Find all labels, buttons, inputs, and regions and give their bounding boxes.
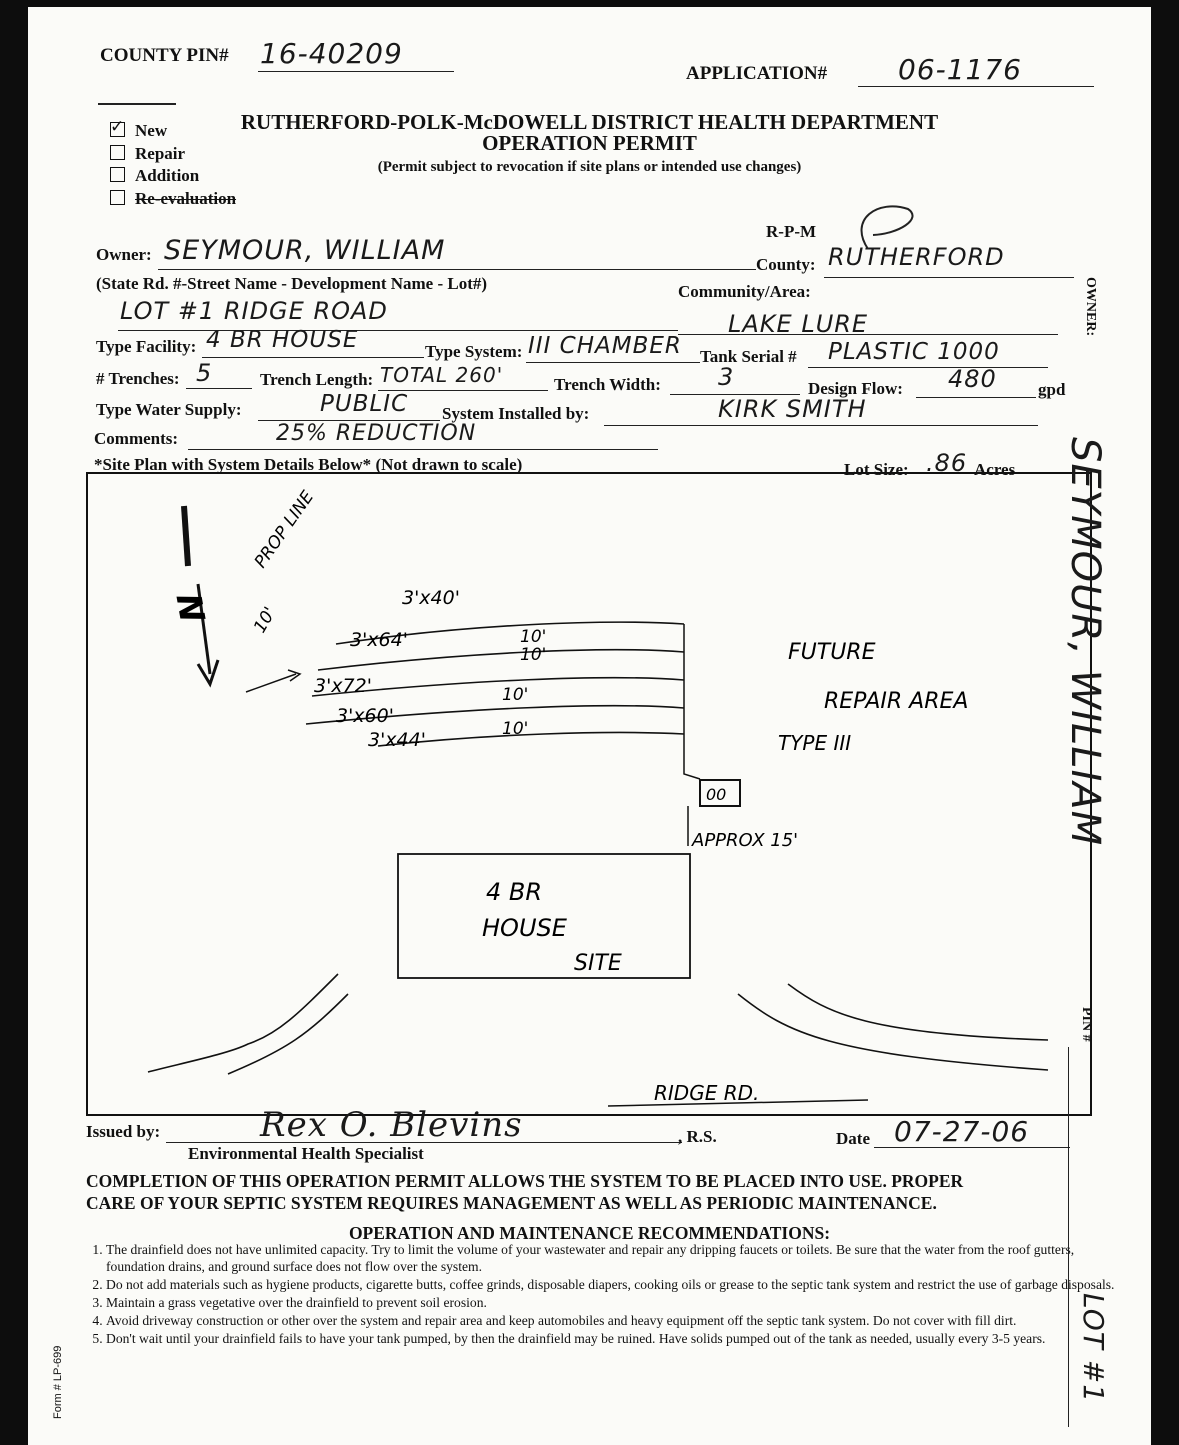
recommendation-item: 2. Do not add materials such as hygiene products, cigarette butts, coffee grinds, disposable diapers, cooking oils or grease to the septic tank system and restrict the use of garbage disposals.: [106, 1276, 1120, 1293]
margin-owner-value: SEYMOUR, WILLIAM: [1062, 437, 1108, 847]
rs-label: , R.S.: [678, 1127, 717, 1146]
spacing-label-1: 10': [520, 627, 547, 647]
site-plan-box: [86, 472, 1092, 1116]
recommendations-list: [80, 1241, 1120, 1348]
road-right-edge: [738, 994, 1048, 1070]
site-plan-label: *Site Plan with System Details Below* (Not drawn to scale): [94, 455, 523, 474]
permit-title: OPERATION PERMIT: [482, 131, 697, 155]
recommendation-item: 3. Maintain a grass vegetative over the drainfield to prevent soil erosion.: [106, 1294, 1120, 1311]
trench-width-label: Trench Width:: [554, 375, 661, 394]
tank-label: 00: [706, 785, 727, 804]
comments-value: 25% REDUCTION: [276, 421, 477, 446]
date-value: 07-27-06: [894, 1115, 1030, 1148]
site-plan-drawing: [88, 474, 1090, 1114]
permit-subtitle: (Permit subject to revocation if site plans or intended use changes): [377, 159, 802, 175]
type-facility-value: 4 BR HOUSE: [206, 327, 359, 353]
county-pin-value: 16-40209: [260, 37, 403, 70]
checkbox-addition[interactable]: [110, 167, 125, 182]
house-label-3: SITE: [574, 951, 622, 976]
trench-label-5: 3'x44': [368, 729, 426, 751]
trench-2: [318, 650, 684, 670]
recommendation-item: 5. Don't wait until your drainfield fails to have your tank pumped, by then the drainfield may be ruined. Have solids pumped out of the tank as needed, usually every 3-5 years.: [106, 1330, 1120, 1347]
recommendation-item: 4. Avoid driveway construction or other over the system and repair area and keep automobiles and heavy equipment off the septic tank system. Do not cover with fill dirt.: [106, 1312, 1120, 1329]
option-new[interactable]: ✓New: [110, 120, 236, 143]
owner-label: Owner:: [96, 245, 152, 264]
north-arrow-shaft: [184, 506, 188, 566]
installed-by-value: KIRK SMITH: [718, 395, 867, 423]
trenches-value: 5: [196, 359, 213, 387]
margin-lot-value: LOT #1: [1077, 1293, 1110, 1404]
application-value: 06-1176: [898, 53, 1022, 86]
option-repair[interactable]: Repair: [110, 143, 236, 166]
county-pin-label: COUNTY PIN#: [100, 45, 229, 66]
setback-line: [246, 674, 296, 692]
issuer-signature: Rex O. Blevins: [260, 1105, 523, 1145]
trench-label-2: 3'x64': [350, 629, 408, 651]
community-value: LAKE LURE: [728, 310, 869, 338]
repair-label-2: REPAIR AREA: [824, 689, 969, 714]
trench-length-label: Trench Length:: [260, 370, 374, 389]
trench-label-3: 3'x72': [314, 675, 372, 697]
department-name: RUTHERFORD-POLK-McDOWELL DISTRICT HEALTH DEPARTMENT: [240, 110, 939, 134]
type-system-label: Type System:: [425, 342, 523, 361]
repair-label-3: TYPE III: [778, 731, 852, 755]
application-label: APPLICATION#: [686, 63, 828, 84]
permit-type-options: [110, 120, 236, 210]
county-value: RUTHERFORD: [828, 243, 1005, 271]
trench-label-1: 3'x40': [402, 587, 460, 609]
issued-by-label: Issued by:: [86, 1122, 161, 1141]
form-number: Form # LP-699: [52, 1345, 64, 1419]
house-label-1: 4 BR: [486, 878, 543, 906]
road-label: RIDGE RD.: [654, 1081, 760, 1105]
address-label: (State Rd. #-Street Name - Development Name - Lot#): [96, 274, 488, 293]
rpm-label: R-P-M: [766, 222, 817, 241]
trench-label-4: 3'x60': [336, 705, 394, 727]
option-addition[interactable]: Addition: [110, 165, 236, 188]
tank-serial-value: PLASTIC 1000: [828, 339, 1000, 365]
recommendations-title: OPERATION AND MAINTENANCE RECOMMENDATIONS:: [348, 1223, 831, 1243]
lot-size-label: Lot Size:: [844, 460, 909, 479]
date-label: Date: [836, 1129, 870, 1148]
community-label: Community/Area:: [678, 282, 811, 301]
road-left-inner: [228, 994, 348, 1074]
margin-owner-label: OWNER:: [1083, 277, 1098, 337]
approx-label: APPROX 15': [692, 830, 799, 851]
type-system-value: III CHAMBER: [528, 333, 682, 359]
trench-width-value: 3: [718, 363, 735, 391]
spacing-label-3: 10': [502, 685, 529, 705]
tank-serial-label: Tank Serial #: [700, 347, 797, 366]
design-flow-unit: gpd: [1038, 380, 1066, 399]
road-left-edge: [148, 974, 338, 1072]
house-label-2: HOUSE: [482, 914, 567, 942]
comments-label: Comments:: [94, 429, 179, 448]
type-facility-label: Type Facility:: [96, 337, 197, 356]
prop-line-label: PROP LINE: [250, 487, 319, 572]
county-flourish: [838, 199, 928, 259]
repair-label-1: FUTURE: [788, 640, 876, 665]
spacing-label-2: 10': [520, 645, 547, 665]
trenches-label: # Trenches:: [96, 369, 180, 388]
county-label: County:: [756, 255, 816, 274]
setback-label: 10': [250, 603, 281, 637]
checkbox-reevaluation[interactable]: [110, 190, 125, 205]
header-pipe: [684, 624, 700, 779]
checkbox-new[interactable]: [110, 122, 125, 137]
spacing-label-4: 10': [502, 719, 529, 739]
completion-notice: COMPLETION OF THIS OPERATION PERMIT ALLOWS THE SYSTEM TO BE PLACED INTO USE. PROPER CARE OF YOUR SEPTIC SYSTEM REQUIRES MANAGEMENT AS WELL AS PERIODIC MAINTENANCE.: [86, 1171, 964, 1213]
lot-size-unit: Acres: [974, 460, 1016, 479]
design-flow-value: 480: [948, 365, 997, 393]
road-right-inner: [788, 984, 1048, 1040]
installed-by-label: System Installed by:: [442, 404, 590, 423]
recommendation-item: 1. The drainfield does not have unlimited capacity. Try to limit the volume of your wastewater and repair any dripping faucets or toilets. Be sure that the water from the roof gutters, foundation drains, and ground surface does not flow over the system.: [106, 1241, 1120, 1275]
checkbox-repair[interactable]: [110, 145, 125, 160]
north-label: N: [167, 590, 212, 626]
owner-value: SEYMOUR, WILLIAM: [164, 235, 446, 266]
design-flow-label: Design Flow:: [808, 379, 903, 398]
margin-line: [1068, 1047, 1069, 1427]
trench-length-value: TOTAL 260': [380, 363, 504, 387]
issuer-role: Environmental Health Specialist: [188, 1144, 424, 1163]
margin-pin-label: PIN #: [1079, 1007, 1094, 1042]
water-supply-label: Type Water Supply:: [96, 400, 242, 419]
option-reevaluation[interactable]: Re-evaluation: [110, 188, 236, 211]
permit-sheet: [28, 7, 1151, 1445]
lot-size-value: .86: [926, 449, 968, 477]
address-value: LOT #1 RIDGE ROAD: [120, 297, 388, 325]
water-supply-value: PUBLIC: [320, 391, 409, 417]
